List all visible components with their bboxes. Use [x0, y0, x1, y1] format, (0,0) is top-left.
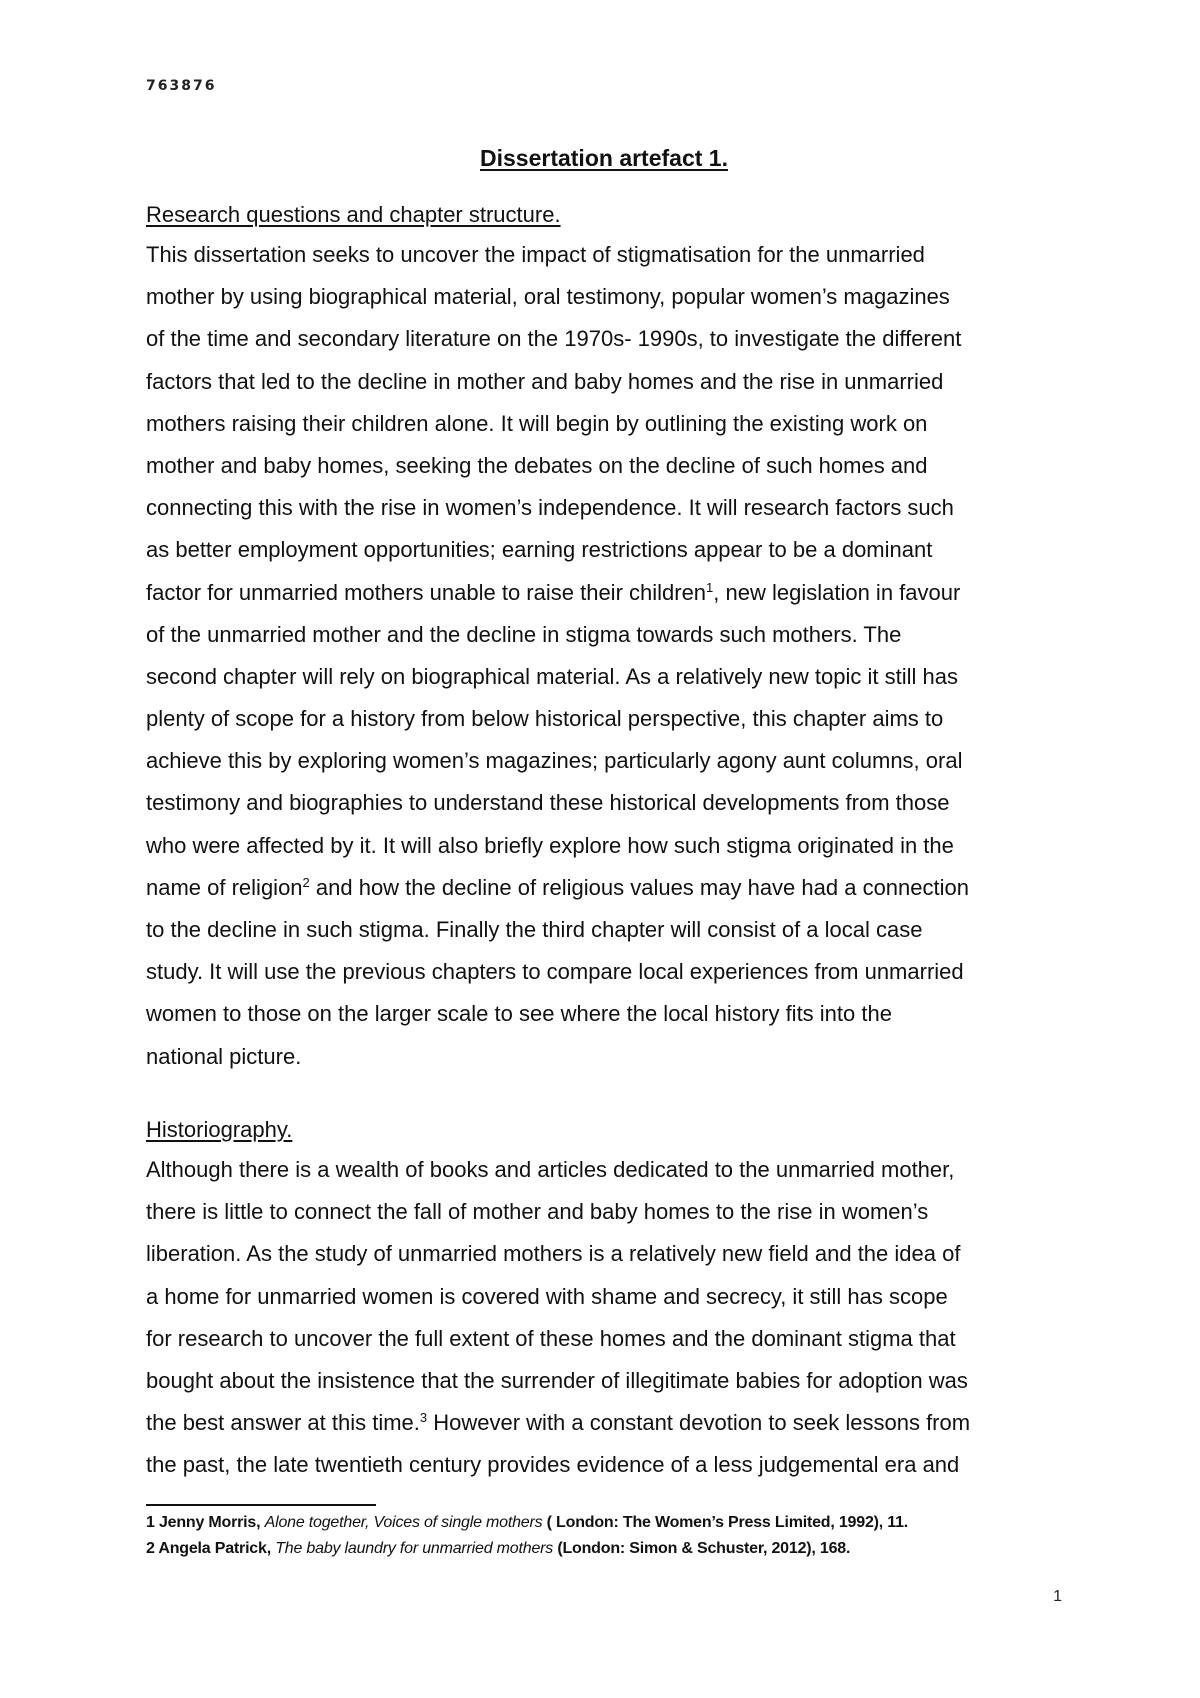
text-segment: However with a constant devotion to seek lessons from: [427, 1410, 971, 1436]
paragraph-research: [146, 234, 1086, 1078]
text-line: bought about the insistence that the surrender of illegitimate babies for adoption was: [146, 1367, 968, 1393]
text-line: [146, 1402, 1086, 1444]
text-line: for research to uncover the full extent of these homes and the dominant stigma that: [146, 1325, 956, 1351]
text-segment: and how the decline of religious values may have had a connection: [309, 874, 969, 900]
paragraph-historiography: [146, 1149, 1086, 1487]
footnote-1: [146, 1510, 1106, 1536]
footnote-title: The baby laundry for unmarried mothers: [275, 1540, 554, 1557]
text-line: study. It will use the previous chapters to compare local experiences from unmarried: [146, 959, 964, 985]
text-line: [146, 572, 1086, 614]
text-line: women to those on the larger scale to see where the local history fits into the: [146, 1001, 892, 1027]
text-line: [146, 867, 1086, 909]
text-line: mother by using biographical material, oral testimony, popular women’s magazines: [146, 284, 950, 310]
text-line: Although there is a wealth of books and articles dedicated to the unmarried mother,: [146, 1157, 955, 1182]
student-id: 763876: [146, 78, 217, 94]
text-line: national picture.: [146, 1043, 302, 1069]
text-line: the past, the late twentieth century provides evidence of a less judgemental era and: [146, 1452, 960, 1478]
footnote-ref: 3: [419, 1410, 428, 1426]
section-heading-research: Research questions and chapter structure.: [146, 202, 561, 227]
text-line: This dissertation seeks to uncover the impact of stigmatisation for the unmarried: [146, 242, 925, 267]
text-segment: the best answer at this time.: [146, 1410, 420, 1436]
text-line: second chapter will rely on biographical material. As a relatively new topic it still has: [146, 663, 958, 689]
footnote-2: [146, 1536, 1106, 1562]
footnote-text: 2 Angela Patrick,: [146, 1540, 276, 1557]
text-line: mothers raising their children alone. It will begin by outlining the existing work on: [146, 410, 928, 436]
text-segment: , new legislation in favour: [713, 579, 961, 605]
text-line: connecting this with the rise in women’s independence. It will research factors such: [146, 495, 954, 521]
footnote-ref: 2: [302, 874, 310, 890]
text-line: mother and baby homes, seeking the debates on the decline of such homes and: [146, 452, 928, 478]
text-line: who were affected by it. It will also briefly explore how such stigma originated in the: [146, 832, 954, 858]
text-line: of the time and secondary literature on the 1970s- 1990s, to investigate the different: [146, 326, 962, 352]
text-segment: name of religion: [146, 874, 303, 900]
text-line: a home for unmarried women is covered with shame and secrecy, it still has scope: [146, 1283, 948, 1309]
text-line: liberation. As the study of unmarried mothers is a relatively new field and the idea of: [146, 1241, 961, 1267]
footnotes: [146, 1510, 1106, 1562]
text-line: as better employment opportunities; earning restrictions appear to be a dominant: [146, 537, 933, 563]
text-line: factors that led to the decline in mother and baby homes and the rise in unmarried: [146, 368, 944, 394]
page-number: 1: [1053, 1588, 1062, 1605]
text-line: plenty of scope for a history from below historical perspective, this chapter aims to: [146, 706, 944, 732]
footnote-text: 1 Jenny Morris,: [146, 1514, 265, 1531]
footnote-text: ( London: The Women’s Press Limited, 1992), 11.: [542, 1514, 909, 1531]
text-line: achieve this by exploring women’s magazines; particularly agony aunt columns, oral: [146, 748, 963, 774]
footnote-title: Alone together, Voices of single mothers: [264, 1514, 543, 1531]
section-heading-historiography: Historiography.: [146, 1117, 293, 1142]
text-line: to the decline in such stigma. Finally the third chapter will consist of a local case: [146, 917, 923, 942]
text-line: testimony and biographies to understand these historical developments from those: [146, 790, 950, 816]
text-line: of the unmarried mother and the decline in stigma towards such mothers. The: [146, 621, 902, 647]
footnote-text: (London: Simon & Schuster, 2012), 168.: [553, 1540, 851, 1557]
document-title: Dissertation artefact 1.: [480, 145, 728, 171]
footnote-separator: [146, 1504, 376, 1506]
text-segment: factor for unmarried mothers unable to raise their children: [146, 579, 707, 605]
footnote-ref: 1: [706, 579, 714, 595]
text-line: there is little to connect the fall of mother and baby homes to the rise in women’s: [146, 1199, 929, 1225]
